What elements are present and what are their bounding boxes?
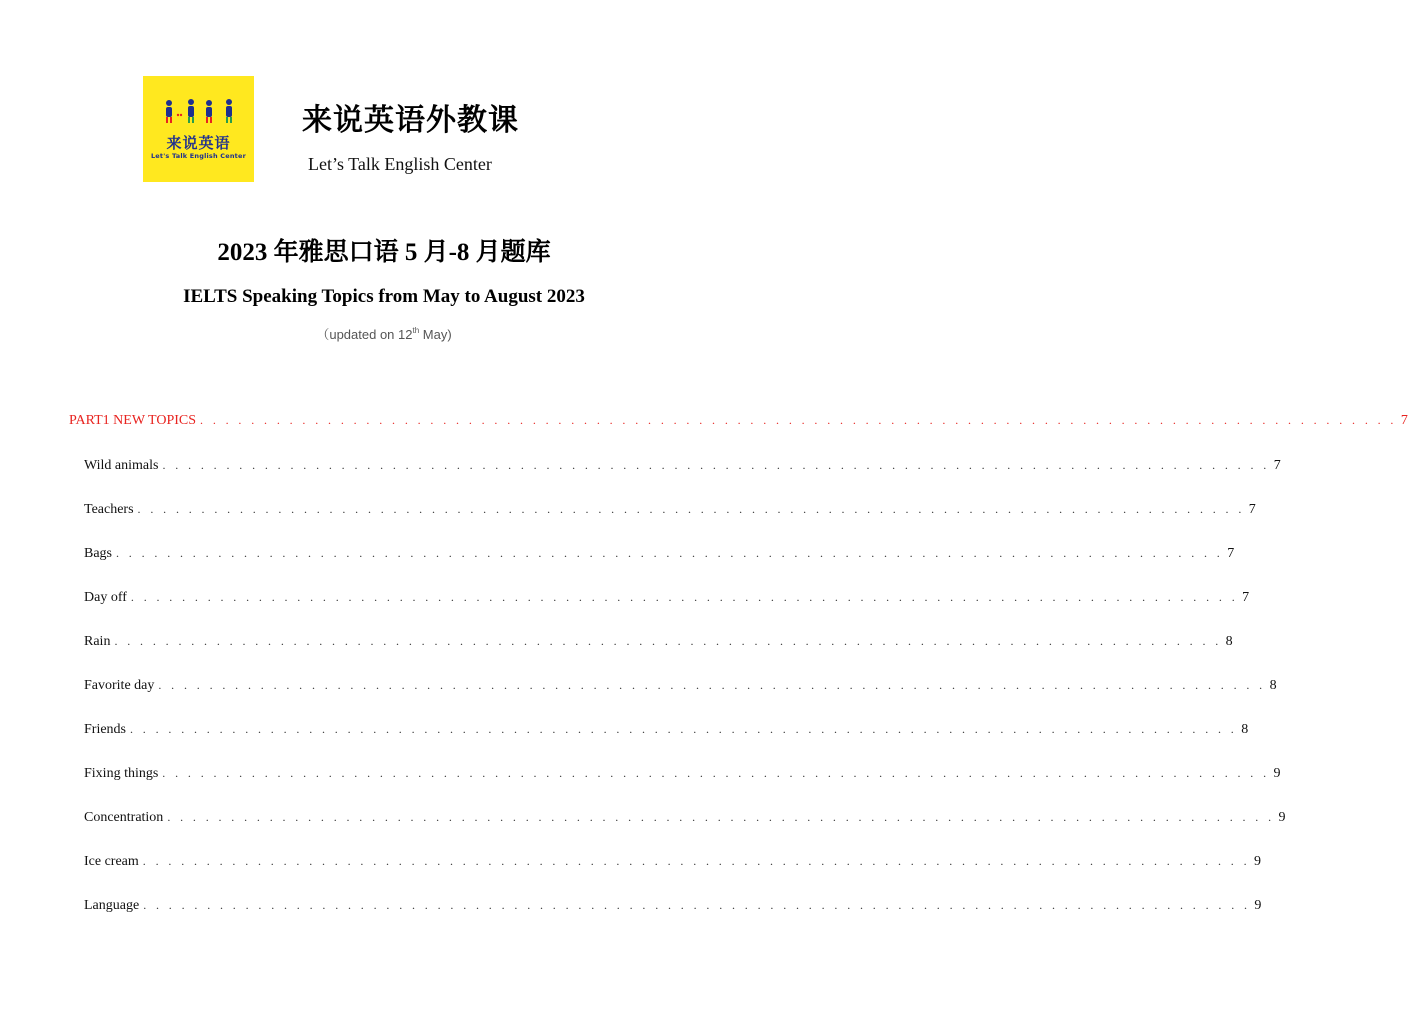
document-title-en: IELTS Speaking Topics from May to August 2023 <box>183 286 585 307</box>
toc-item-page: 7 <box>1273 458 1281 473</box>
toc-item[interactable] <box>84 458 1281 478</box>
toc-leader-dots: . . . . . . . . . . . . . . . . . . . . . . . . . . . . . . . . . . . . . . . . . . . . . . . . . . . . . . . . . . . . . . . . . . . . . . . . . . . . . . . . . . . . . . . <box>162 458 1270 472</box>
people-figures-icon <box>161 98 237 124</box>
toc-item[interactable] <box>84 678 1277 698</box>
toc-item-label: Favorite day <box>84 678 155 693</box>
toc-item-label: Language <box>84 898 140 913</box>
toc-item-page: 9 <box>1278 810 1286 825</box>
document-title-cn <box>0 232 768 268</box>
toc-leader-dots: . . . . . . . . . . . . . . . . . . . . . . . . . . . . . . . . . . . . . . . . . . . . . . . . . . . . . . . . . . . . . . . . . . . . . . . . . . . . . . . . . . . . . . . <box>130 590 1239 604</box>
toc-item[interactable] <box>84 898 1262 918</box>
toc-item[interactable] <box>84 766 1281 786</box>
toc-leader-dots: . . . . . . . . . . . . . . . . . . . . . . . . . . . . . . . . . . . . . . . . . . . . . . . . . . . . . . . . . . . . . . . . . . . . . . . . . . . . . . . . . . . . . . . <box>130 722 1238 736</box>
toc-leader-dots: . . . . . . . . . . . . . . . . . . . . . . . . . . . . . . . . . . . . . . . . . . . . . . . . . . . . . . . . . . . . . . . . . . . . . . . . . . . . . . . . . . . . . . . <box>116 546 1224 560</box>
toc-leader-dots: . . . . . . . . . . . . . . . . . . . . . . . . . . . . . . . . . . . . . . . . . . . . . . . . . . . . . . . . . . . . . . . . . . . . . . . . . . . . . . . . . . . . . . . <box>162 766 1270 780</box>
toc-item-label: Rain <box>84 634 111 649</box>
brand-title-cn: 来说英语外教课 <box>302 103 519 138</box>
toc-item-page: 8 <box>1225 634 1233 649</box>
updated-note <box>0 324 768 343</box>
toc-item[interactable] <box>84 590 1250 610</box>
toc-leader-dots: . . . . . . . . . . . . . . . . . . . . . . . . . . . . . . . . . . . . . . . . . . . . . . . . . . . . . . . . . . . . . . . . . . . . . . . . . . . . . . . . . . . . . . . <box>142 854 1250 868</box>
toc-leader-dots: . . . . . . . . . . . . . . . . . . . . . . . . . . . . . . . . . . . . . . . . . . . . . . . . . . . . . . . . . . . . . . . . . . . . . . . . . . . . . . . . . . . . . . . <box>114 634 1222 648</box>
title-cn-part1: 年雅思口语 <box>273 237 399 266</box>
title-cn-part2: 月 <box>423 237 449 266</box>
title-cn-part3: 月题库 <box>475 237 551 266</box>
title-year: 2023 <box>217 239 268 266</box>
updated-post: May) <box>419 327 452 342</box>
toc-item-label: Fixing things <box>84 766 159 781</box>
toc-item-label: Concentration <box>84 810 164 825</box>
logo <box>143 76 254 182</box>
logo-text-en: Let's Talk English Center <box>150 152 247 160</box>
toc-item-label: Friends <box>84 722 126 737</box>
toc-item-label: Day off <box>84 590 127 605</box>
toc-item[interactable] <box>84 722 1249 742</box>
toc-item-label: Teachers <box>84 502 134 517</box>
toc-item-label: Bags <box>84 546 112 561</box>
title-num1: 5 <box>404 239 418 266</box>
toc-section-part1[interactable] <box>69 413 1408 433</box>
toc-section-page: 7 <box>1400 413 1408 428</box>
toc-item[interactable] <box>84 634 1233 654</box>
toc-item-page: 7 <box>1248 502 1256 517</box>
toc-item[interactable] <box>84 854 1261 874</box>
updated-pre: （updated on 12 <box>316 327 413 342</box>
toc-leader-dots: . . . . . . . . . . . . . . . . . . . . . . . . . . . . . . . . . . . . . . . . . . . . . . . . . . . . . . . . . . . . . . . . . . . . . . . . . . . . . . . . . . . . . . . <box>158 678 1266 692</box>
toc-item-label: Wild animals <box>84 458 159 473</box>
toc-item[interactable] <box>84 546 1235 566</box>
toc-item-page: 8 <box>1241 722 1249 737</box>
brand-subtitle-en: Let’s Talk English Center <box>308 154 492 174</box>
toc-item-page: 9 <box>1254 854 1261 869</box>
toc-item-page: 7 <box>1242 590 1250 605</box>
title-num2: -8 <box>448 239 470 266</box>
toc-item-page: 8 <box>1269 678 1277 693</box>
toc-item-label: Ice cream <box>84 854 139 869</box>
toc-item-page: 7 <box>1227 546 1235 561</box>
toc-item[interactable] <box>84 810 1286 830</box>
toc-item-page: 9 <box>1273 766 1281 781</box>
updated-sup: th <box>412 326 420 335</box>
toc-item-page: 9 <box>1254 898 1262 913</box>
toc-leader-dots: . . . . . . . . . . . . . . . . . . . . . . . . . . . . . . . . . . . . . . . . . . . . . . . . . . . . . . . . . . . . . . . . . . . . . . . . . . . . . . . . . . . . . . . <box>167 810 1275 824</box>
toc-item[interactable] <box>84 502 1256 522</box>
toc-leader-dots: . . . . . . . . . . . . . . . . . . . . . . . . . . . . . . . . . . . . . . . . . . . . . . . . . . . . . . . . . . . . . . . . . . . . . . . . . . . . . . . . . . . . . . . <box>137 502 1245 516</box>
toc-section-label: PART1 NEW TOPICS <box>69 413 197 428</box>
toc-leader-dots: . . . . . . . . . . . . . . . . . . . . . . . . . . . . . . . . . . . . . . . . . . . . . . . . . . . . . . . . . . . . . . . . . . . . . . . . . . . . . . . . . . . . . . . <box>143 898 1251 912</box>
logo-text-cn: 来说英语 <box>166 134 231 152</box>
toc-leader-dots: . . . . . . . . . . . . . . . . . . . . . . . . . . . . . . . . . . . . . . . . . . . . . . . . . . . . . . . . . . . . . . . . . . . . . . . . . . . . . . . . . . . . . . . . . . . . . . <box>200 413 1397 427</box>
